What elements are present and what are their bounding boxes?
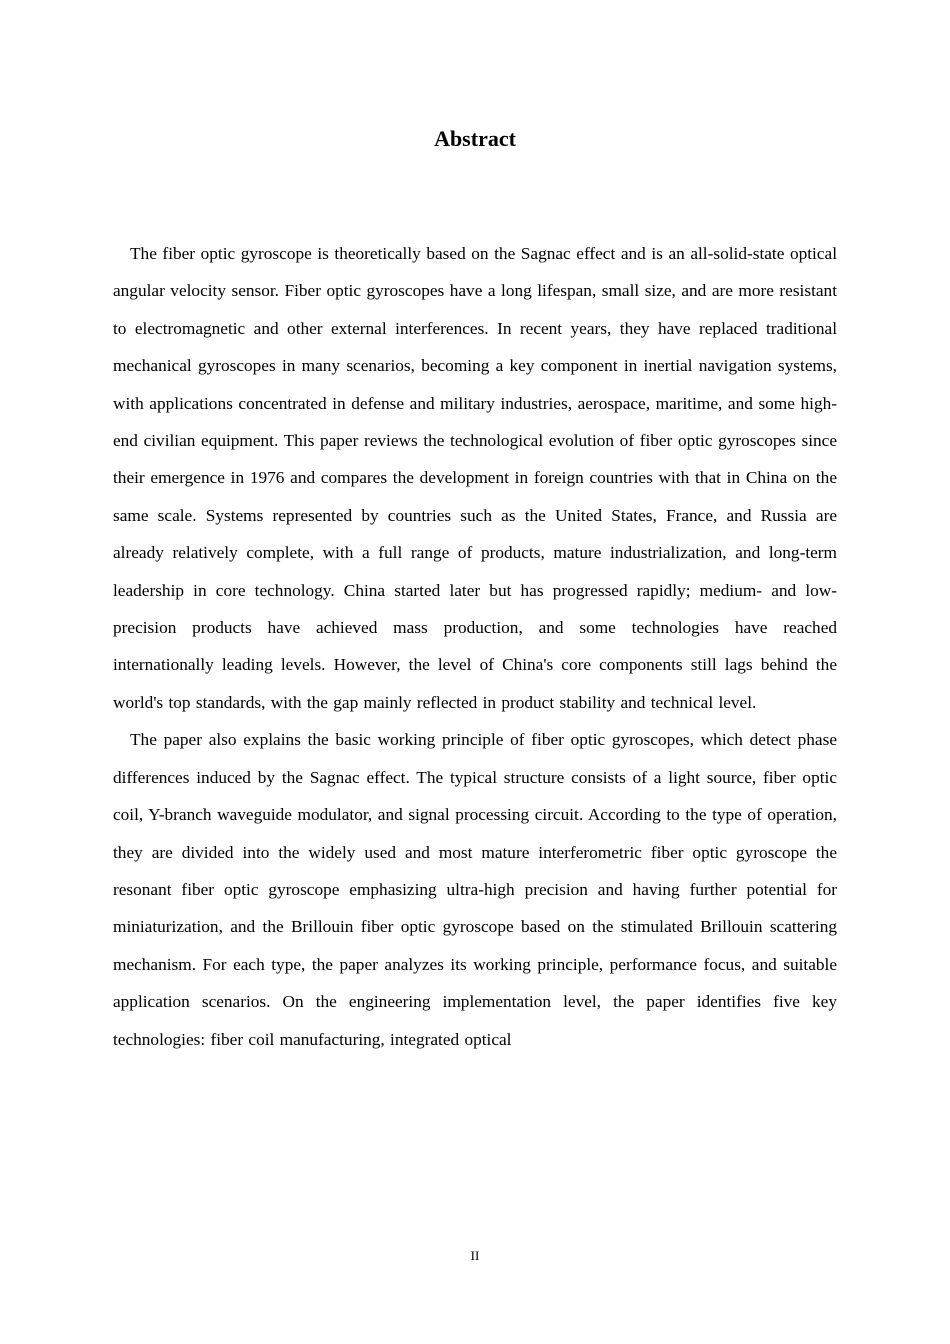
abstract-body [113, 235, 837, 1058]
paragraph-1: The fiber optic gyroscope is theoretically based on the Sagnac effect and is an all-solid-state optical angular velocity sensor. Fiber optic gyroscopes have a long lifespan, small size, and are more resistant to electromagnetic and other external interferences. In recent years, they have replaced traditional mechanical gyroscopes in many scenarios, becoming a key component in inertial navigation systems, with applications concentrated in defense and military industries, aerospace, maritime, and some high-end civilian equipment. This paper reviews the technological evolution of fiber optic gyroscopes since their emergence in 1976 and compares the development in foreign countries with that in China on the same scale. Systems represented by countries such as the United States, France, and Russia are already relatively complete, with a full range of products, mature industrialization, and long-term leadership in core technology. China started later but has progressed rapidly; medium- and low-precision products have achieved mass production, and some technologies have reached internationally leading levels. However, the level of China's core components still lags behind the world's top standards, with the gap mainly reflected in product stability and technical level. [113, 244, 837, 712]
page-number: II [470, 1248, 480, 1263]
paragraph-2: The paper also explains the basic working principle of fiber optic gyroscopes, which detect phase differences induced by the Sagnac effect. The typical structure consists of a light source, fiber optic coil, Y-branch waveguide modulator, and signal processing circuit. According to the type of operation, they are divided into the widely used and most mature interferometric fiber optic gyroscope the resonant fiber optic gyroscope emphasizing ultra-high precision and having further potential for miniaturization, and the Brillouin fiber optic gyroscope based on the stimulated Brillouin scattering mechanism. For each type, the paper analyzes its working principle, performance focus, and suitable application scenarios. On the engineering implementation level, the paper identifies five key technologies: fiber coil manufacturing, integrated optical [113, 730, 837, 1049]
page-title: Abstract [434, 126, 516, 151]
